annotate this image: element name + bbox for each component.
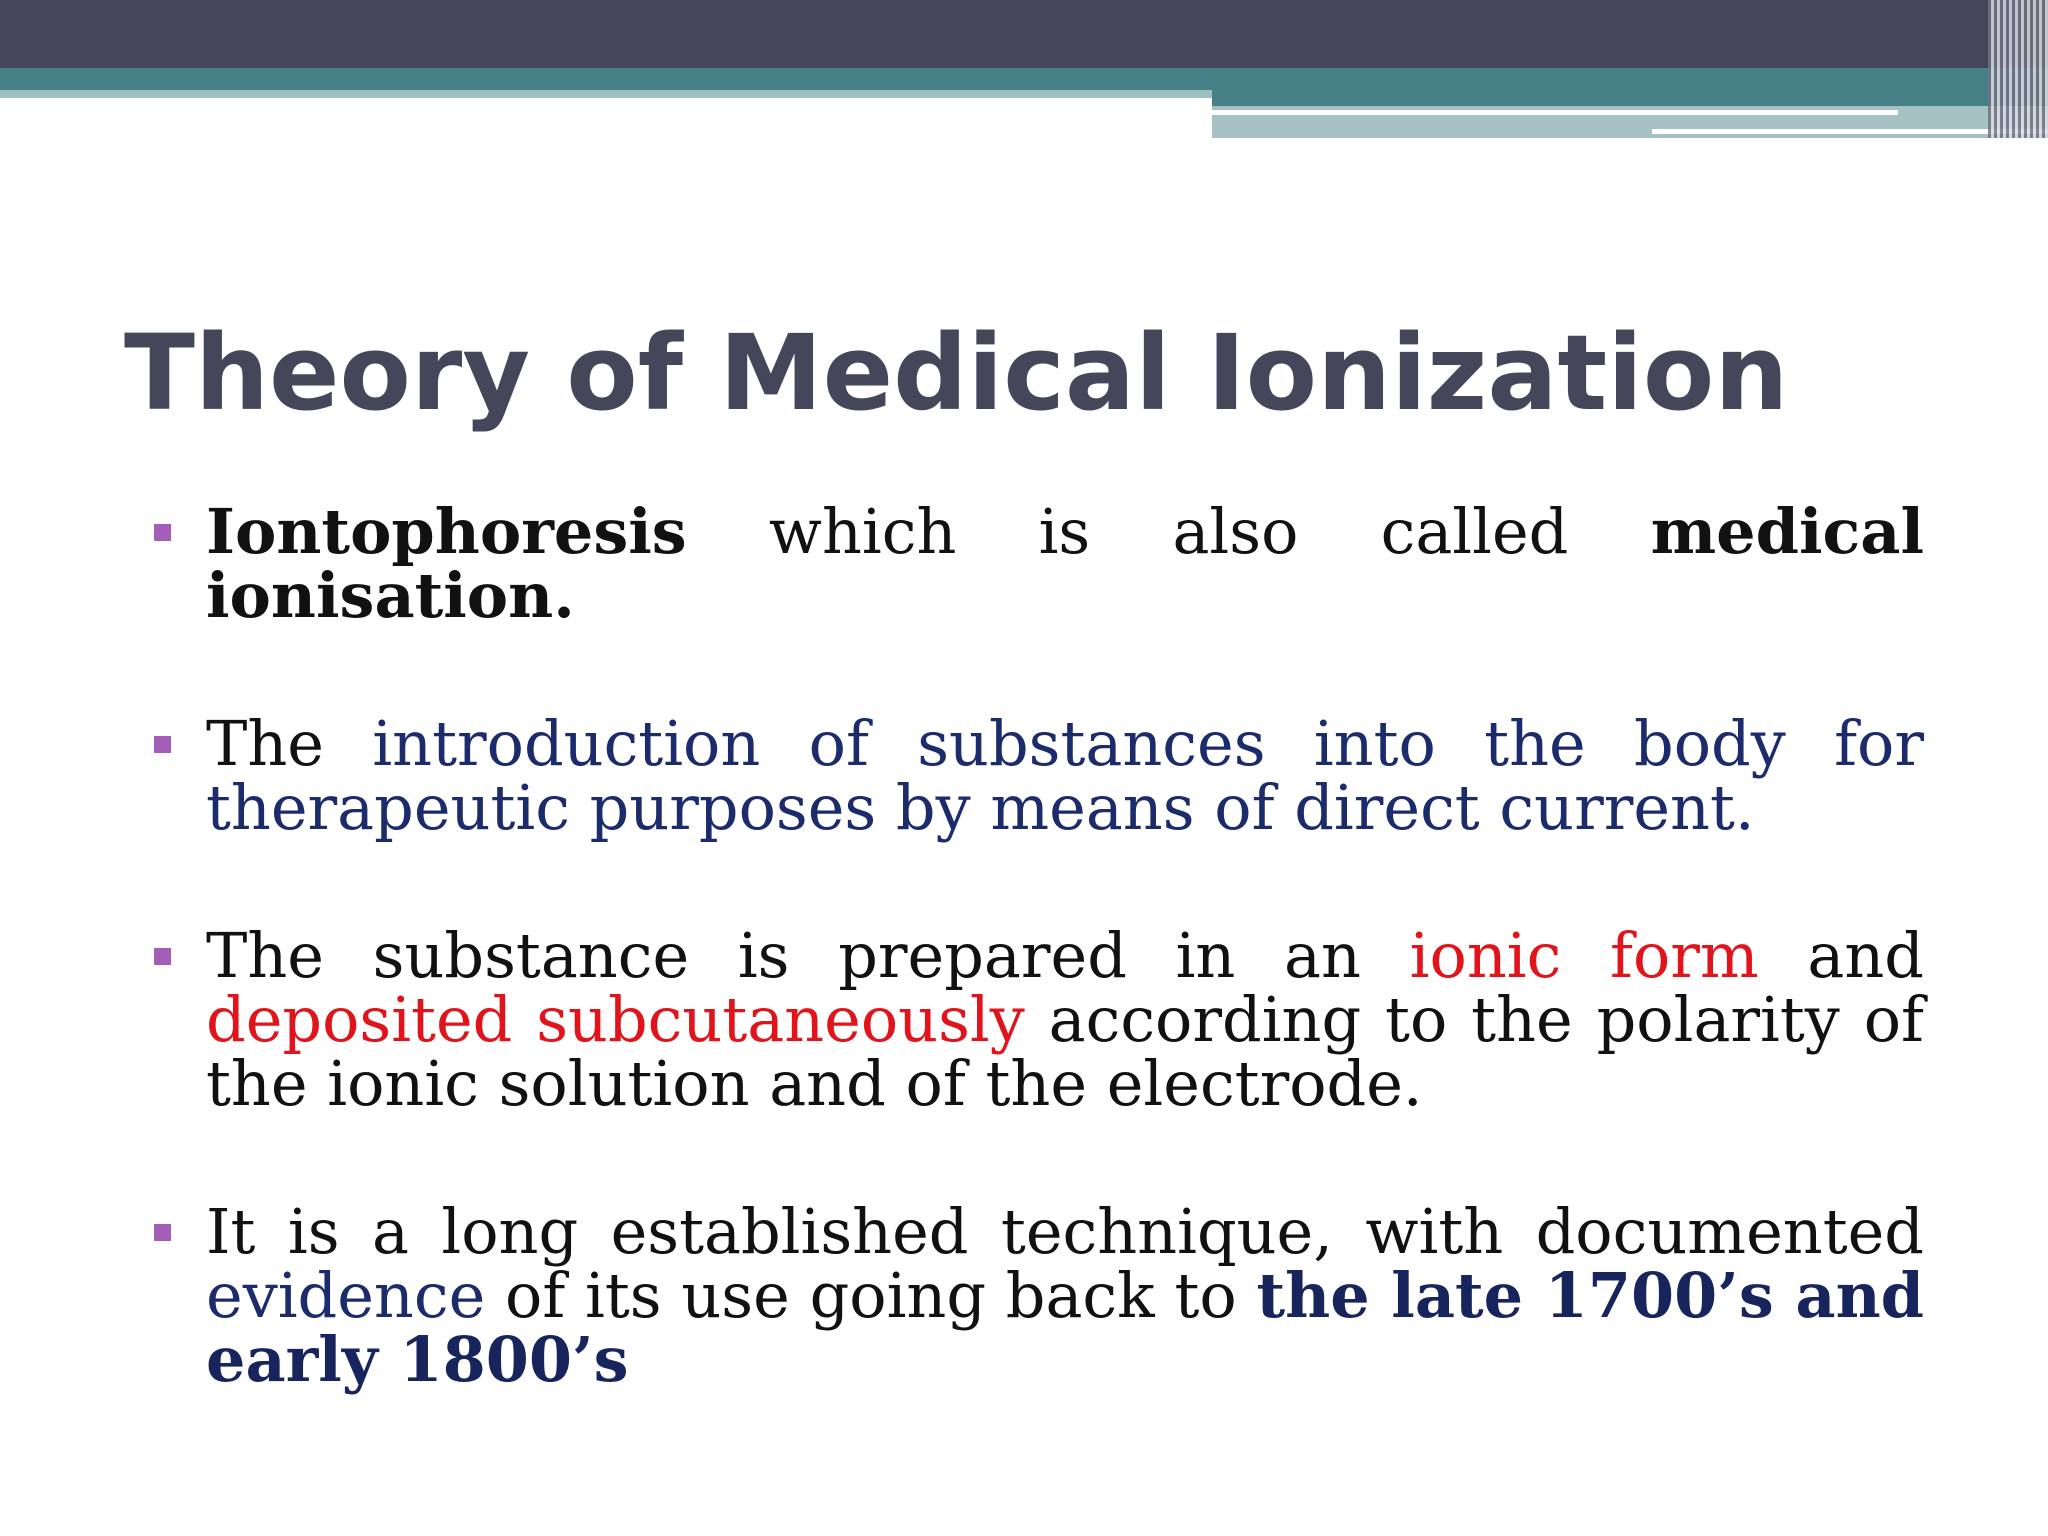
term-iontophoresis: Iontophoresis — [206, 495, 687, 568]
highlight-ionic-form: ionic form — [1409, 919, 1759, 992]
term-medical-ionisation: medical ionisation. — [206, 495, 1924, 632]
header-accent-line — [1212, 110, 1898, 115]
bullet-text-segment: The — [206, 707, 373, 780]
bullet-text — [206, 1195, 1924, 1396]
square-bullet-icon — [154, 736, 171, 753]
square-bullet-icon — [154, 1224, 171, 1241]
bullet-text — [206, 707, 1925, 844]
bullet-text-segment: and — [1758, 919, 1924, 992]
bullet-text-segment: of its use going back to — [485, 1259, 1257, 1332]
header-band-dark — [0, 0, 2048, 68]
highlight-deposited-subcutaneously: deposited subcutaneously — [206, 983, 1025, 1056]
bullet-text-segment: It is a long established technique, with documented — [206, 1195, 1924, 1268]
bullet-item-4 — [148, 1195, 1924, 1396]
header-stripes — [1988, 0, 2048, 138]
bullet-text-segment: which is also called — [686, 495, 1651, 568]
bullet-item-3 — [148, 919, 1924, 1120]
bullet-text-segment: The substance is prepared in an — [206, 919, 1410, 992]
header-band-teal-right — [1212, 90, 2048, 106]
slide-title: Theory of Medical Ionization — [124, 312, 1789, 434]
bullet-item-2 — [148, 707, 1925, 844]
bullet-text — [206, 919, 1924, 1120]
bullet-list — [148, 495, 1925, 1476]
header-band-teal — [0, 68, 2048, 90]
definition-text: introduction of substances into the body for therapeutic purposes by means of direct current. — [206, 707, 1925, 844]
bullet-text-segment: according to the polarity of the ionic solution and of the electrode. — [206, 983, 1924, 1120]
square-bullet-icon — [154, 948, 171, 965]
highlight-evidence: evidence — [206, 1259, 486, 1332]
bullet-text — [206, 495, 1924, 632]
highlight-date-range: the late 1700’s and early 1800’s — [206, 1259, 1924, 1396]
bullet-item-1 — [148, 495, 1924, 632]
header-band-light — [0, 90, 1212, 98]
square-bullet-icon — [154, 524, 171, 541]
